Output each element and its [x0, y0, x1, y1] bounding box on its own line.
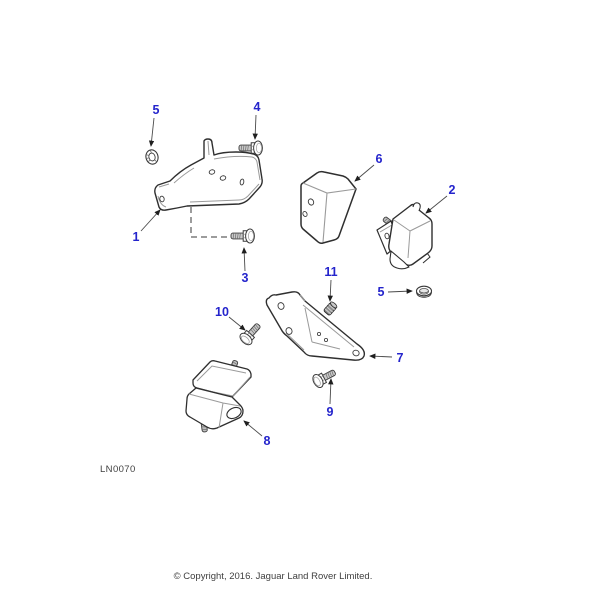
copyright-text: © Copyright, 2016. Jaguar Land Rover Limited. [173, 571, 373, 582]
leader-9 [330, 379, 331, 404]
leader-5-cap [388, 291, 412, 292]
callout-4[interactable]: 4 [253, 99, 261, 114]
callout-5-clip[interactable]: 5 [152, 102, 160, 117]
callout-2[interactable]: 2 [448, 182, 456, 197]
assembly-dashed-line [191, 207, 228, 237]
callout-6[interactable]: 6 [375, 151, 383, 166]
callout-7[interactable]: 7 [396, 350, 404, 365]
leader-6 [355, 165, 374, 181]
leader-10 [229, 317, 245, 330]
part-11-nut [323, 301, 338, 316]
leader-3 [244, 248, 245, 271]
part-8-mount [186, 360, 251, 432]
callout-1[interactable]: 1 [132, 229, 140, 244]
leader-2 [426, 196, 447, 213]
part-5-cap [417, 286, 432, 297]
part-6-block-mount [301, 172, 356, 244]
callout-9[interactable]: 9 [326, 404, 334, 419]
leader-1 [141, 210, 160, 231]
part-5-clip [144, 148, 159, 165]
callout-10[interactable]: 10 [215, 304, 229, 319]
callout-5-cap[interactable]: 5 [377, 284, 385, 299]
callout-11[interactable]: 11 [324, 264, 338, 279]
leader-7 [370, 356, 392, 357]
leader-4 [255, 115, 256, 139]
callout-3[interactable]: 3 [241, 270, 249, 285]
leader-8 [244, 421, 262, 436]
callout-8[interactable]: 8 [263, 433, 271, 448]
leader-lines [141, 115, 447, 436]
diagram-code: LN0070 [100, 464, 136, 475]
leader-5-clip [151, 118, 154, 146]
part-9-bolt [311, 366, 338, 389]
part-3-bolt [191, 207, 254, 243]
part-10-bolt [238, 320, 264, 347]
part-7-bracket [266, 292, 364, 360]
part-2-mount [377, 203, 432, 269]
leader-11 [330, 280, 331, 301]
